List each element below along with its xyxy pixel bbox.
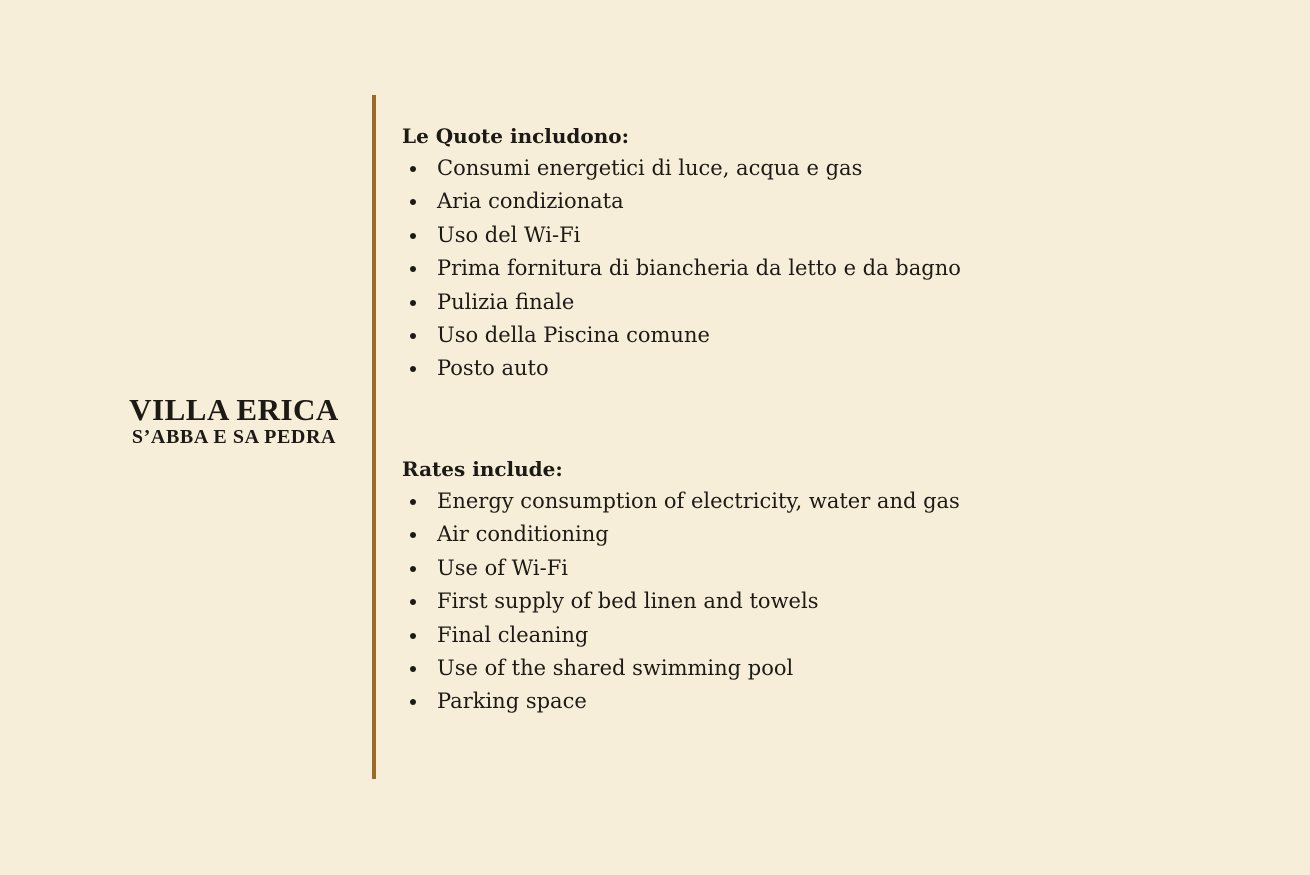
included-list-italian bbox=[402, 152, 961, 386]
list-item-text: Posto auto bbox=[437, 356, 549, 381]
list-item bbox=[402, 619, 960, 652]
bullet-icon bbox=[410, 199, 416, 205]
list-item-text: Air conditioning bbox=[437, 522, 609, 547]
list-item-text: Final cleaning bbox=[437, 622, 589, 647]
list-item bbox=[402, 219, 961, 252]
bullet-icon bbox=[410, 699, 416, 705]
list-item bbox=[402, 685, 960, 718]
list-item bbox=[402, 585, 960, 618]
list-item bbox=[402, 485, 960, 518]
included-list-english bbox=[402, 485, 960, 719]
brand-subtitle: S’ABBA E SA PEDRA bbox=[131, 426, 337, 448]
bullet-icon bbox=[410, 566, 416, 572]
list-item bbox=[402, 319, 961, 352]
bullet-icon bbox=[410, 599, 416, 605]
section-heading-italian: Le Quote includono: bbox=[402, 124, 630, 148]
list-item-text: Uso della Piscina comune bbox=[437, 323, 710, 348]
section-heading-english: Rates include: bbox=[402, 457, 563, 481]
list-item-text: Parking space bbox=[437, 689, 587, 714]
list-item bbox=[402, 352, 961, 385]
section-english bbox=[402, 456, 960, 719]
section-italian bbox=[402, 123, 961, 386]
list-item bbox=[402, 286, 961, 319]
bullet-icon bbox=[410, 499, 416, 505]
list-item bbox=[402, 252, 961, 285]
bullet-icon bbox=[410, 666, 416, 672]
brand-block bbox=[100, 394, 368, 448]
list-item-text: Pulizia finale bbox=[437, 289, 575, 314]
list-item-text: Prima fornitura di biancheria da letto e da bagno bbox=[437, 256, 961, 281]
bullet-icon bbox=[410, 532, 416, 538]
bullet-icon bbox=[410, 633, 416, 639]
list-item-text: Uso del Wi-Fi bbox=[437, 222, 581, 247]
vertical-divider bbox=[372, 95, 376, 779]
list-item-text: Consumi energetici di luce, acqua e gas bbox=[437, 156, 863, 180]
bullet-icon bbox=[410, 333, 416, 339]
bullet-icon bbox=[410, 366, 416, 372]
bullet-icon bbox=[410, 233, 416, 239]
list-item-text: First supply of bed linen and towels bbox=[437, 589, 819, 614]
bullet-icon bbox=[410, 300, 416, 306]
list-item-text: Use of Wi-Fi bbox=[437, 555, 568, 580]
list-item-text: Use of the shared swimming pool bbox=[437, 656, 794, 681]
brand-title: VILLA ERICA bbox=[129, 392, 339, 427]
bullet-icon bbox=[410, 166, 416, 172]
list-item bbox=[402, 552, 960, 585]
list-item bbox=[402, 518, 960, 551]
list-item bbox=[402, 185, 961, 218]
list-item-text: Aria condizionata bbox=[437, 189, 624, 214]
bullet-icon bbox=[410, 266, 416, 272]
list-item bbox=[402, 152, 961, 185]
list-item-text: Energy consumption of electricity, water and gas bbox=[437, 489, 960, 513]
list-item bbox=[402, 652, 960, 685]
